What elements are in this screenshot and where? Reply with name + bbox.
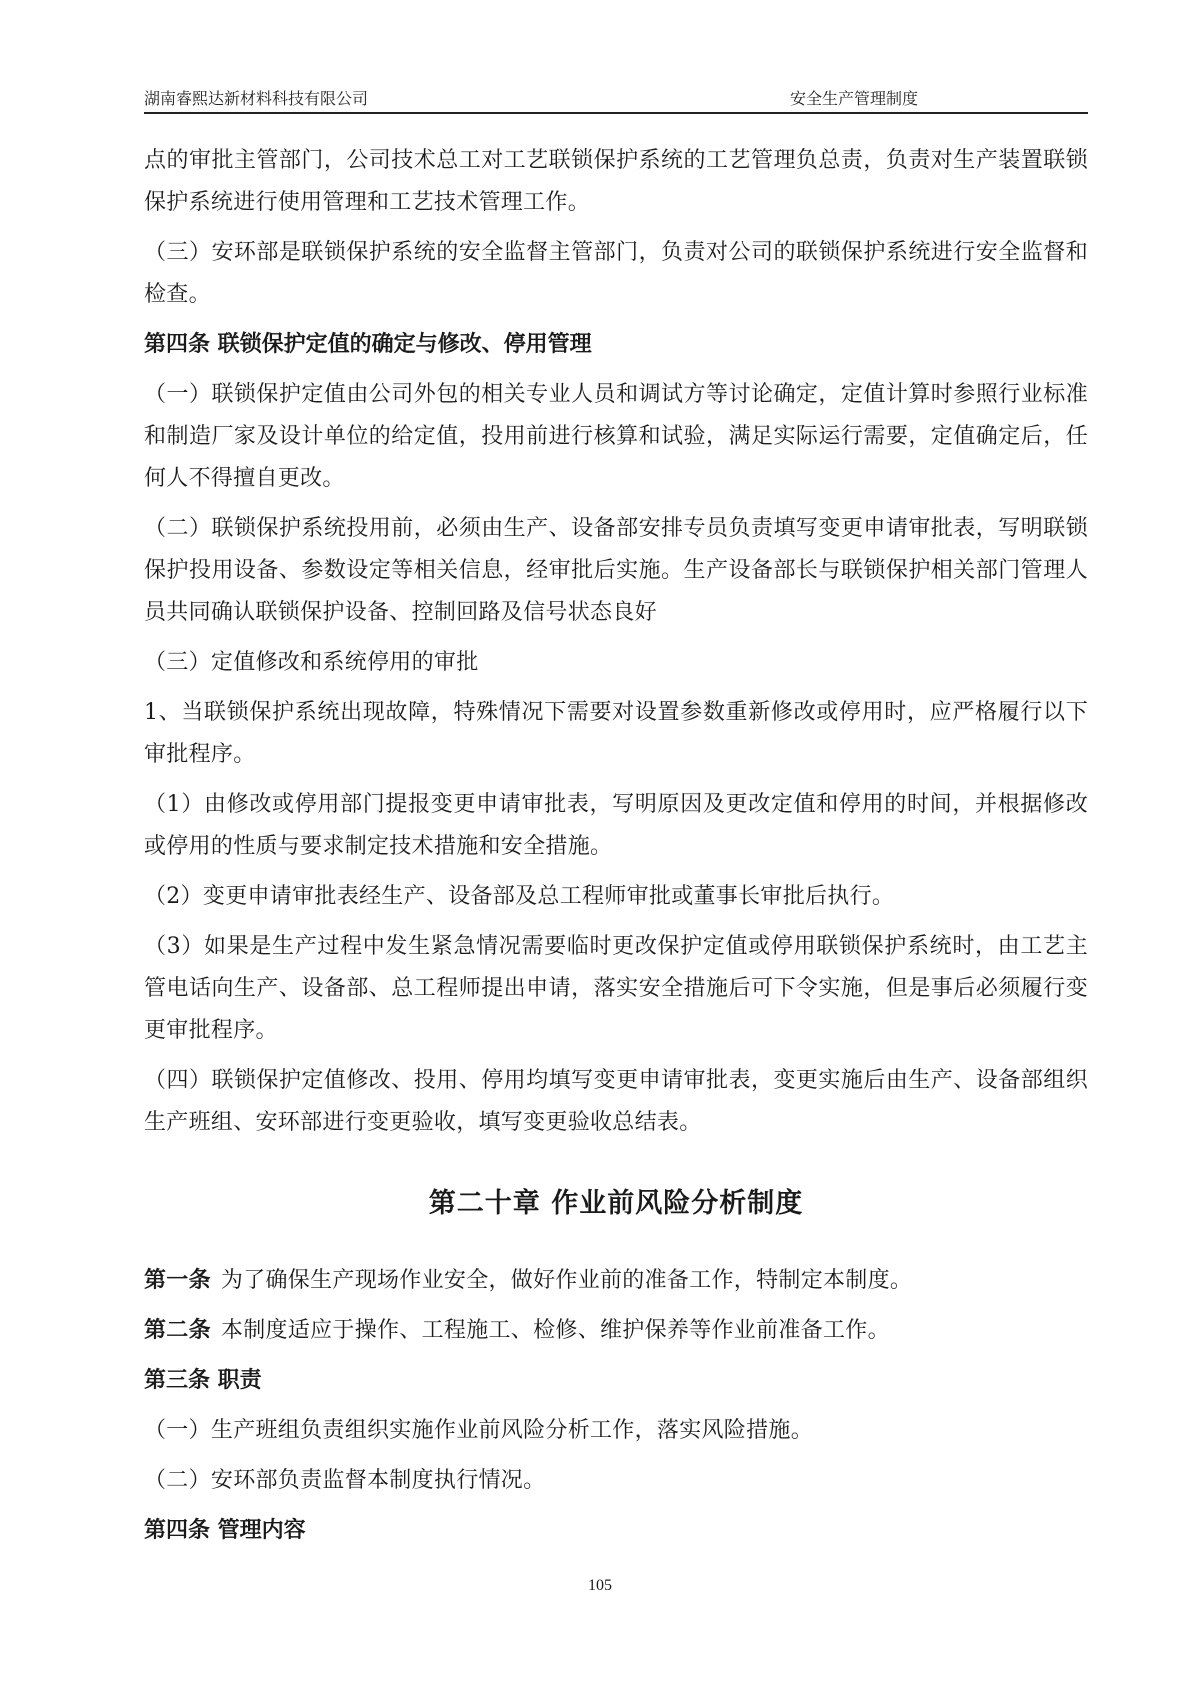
page-body bbox=[144, 140, 1088, 1560]
article-heading: 第四条 联锁保护定值的确定与修改、停用管理 bbox=[144, 332, 592, 357]
article-text: 本制度适应于操作、工程施工、检修、维护保养等作业前准备工作。 bbox=[220, 1318, 890, 1343]
article-text: 为了确保生产现场作业安全，做好作业前的准备工作，特制定本制度。 bbox=[220, 1268, 913, 1293]
article-1 bbox=[144, 1260, 1088, 1302]
paragraph: （一）联锁保护定值由公司外包的相关专业人员和调试方等讨论确定，定值计算时参照行业标准和制造厂家及设计单位的给定值，投用前进行核算和试验，满足实际运行需要，定值确定后，任何人不得擅自更改。 bbox=[144, 382, 1088, 491]
company-name: 湖南睿熙达新材料科技有限公司 bbox=[144, 89, 369, 108]
paragraph: （1）由修改或停用部门提报变更申请审批表，写明原因及更改定值和停用的时间，并根据修改或停用的性质与要求制定技术措施和安全措施。 bbox=[144, 792, 1088, 859]
article-label: 第二条 bbox=[144, 1318, 211, 1343]
page-number: 105 bbox=[588, 1577, 612, 1594]
chapter-title: 第二十章 作业前风险分析制度 bbox=[428, 1188, 804, 1219]
paragraph: （三）定值修改和系统停用的审批 bbox=[144, 650, 479, 675]
paragraph: （3）如果是生产过程中发生紧急情况需要临时更改保护定值或停用联锁保护系统时，由工艺主管电话向生产、设备部、总工程师提出申请，落实安全措施后可下令实施，但是事后必须履行变更审批程序。 bbox=[144, 934, 1088, 1043]
paragraph: 1、当联锁保护系统出现故障，特殊情况下需要对设置参数重新修改或停用时，应严格履行以下审批程序。 bbox=[144, 700, 1088, 767]
article-2 bbox=[144, 1310, 1088, 1352]
paragraph: 点的审批主管部门，公司技术总工对工艺联锁保护系统的工艺管理负总责，负责对生产装置联锁保护系统进行使用管理和工艺技术管理工作。 bbox=[144, 148, 1088, 215]
paragraph: （四）联锁保护定值修改、投用、停用均填写变更申请审批表，变更实施后由生产、设备部组织生产班组、安环部进行变更验收，填写变更验收总结表。 bbox=[144, 1068, 1088, 1135]
document-title: 安全生产管理制度 bbox=[790, 89, 919, 108]
paragraph: （二）联锁保护系统投用前，必须由生产、设备部安排专员负责填写变更申请审批表，写明联锁保护投用设备、参数设定等相关信息，经审批后实施。生产设备部长与联锁保护相关部门管理人员共同确认联锁保护设备、控制回路及信号状态良好 bbox=[144, 516, 1088, 625]
paragraph: （一）生产班组负责组织实施作业前风险分析工作，落实风险措施。 bbox=[144, 1418, 814, 1443]
article-heading: 第三条 职责 bbox=[144, 1368, 262, 1393]
page-header bbox=[144, 84, 1088, 114]
article-heading: 第四条 管理内容 bbox=[144, 1518, 306, 1543]
article-label: 第一条 bbox=[144, 1268, 211, 1293]
paragraph: （三）安环部是联锁保护系统的安全监督主管部门，负责对公司的联锁保护系统进行安全监督和检查。 bbox=[144, 240, 1088, 307]
paragraph: （2）变更申请审批表经生产、设备部及总工程师审批或董事长审批后执行。 bbox=[144, 884, 895, 909]
paragraph: （二）安环部负责监督本制度执行情况。 bbox=[144, 1468, 546, 1493]
